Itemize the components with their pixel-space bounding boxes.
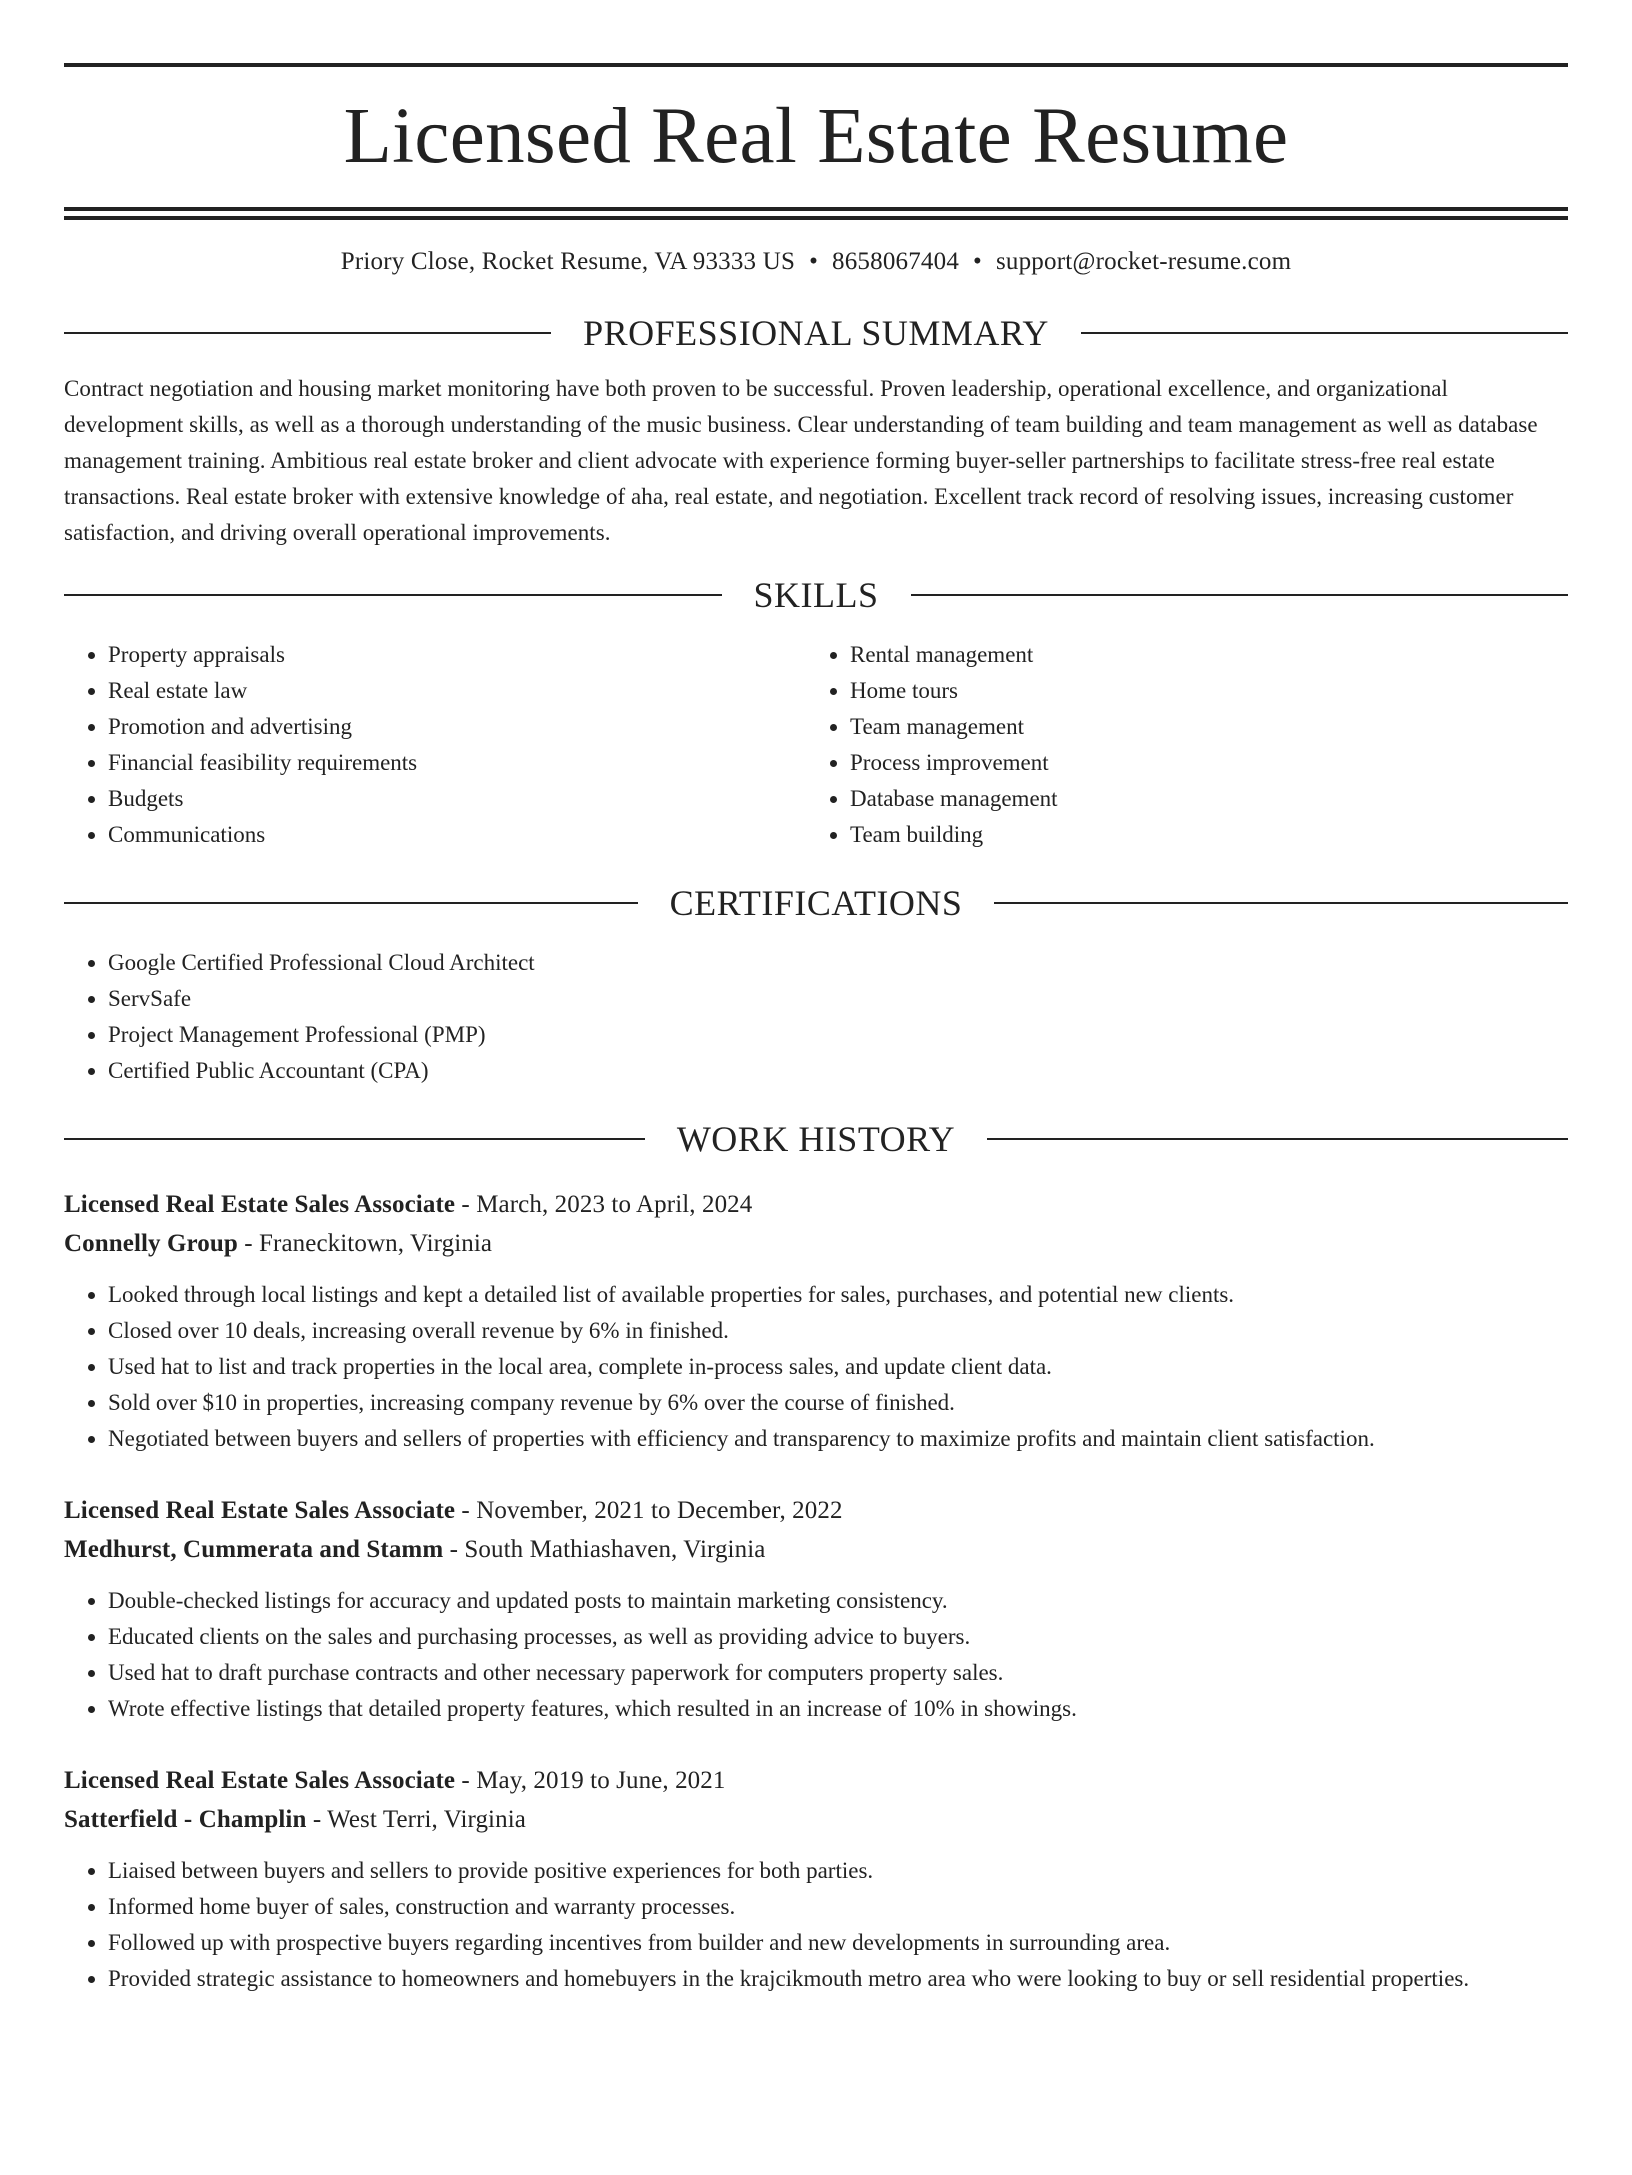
job-bullets <box>64 1277 1568 1457</box>
certifications-list <box>64 945 1568 1089</box>
job-company: Connelly Group <box>64 1230 238 1257</box>
job-bullet: • Negotiated between buyers and sellers of properties with efficiency and transparency to maximize profits and maintain client satisfaction. <box>108 1421 1568 1457</box>
contact-separator: • <box>809 248 819 275</box>
contact-line <box>64 247 1568 277</box>
heading-rule-right <box>1081 332 1568 334</box>
job-bullet: • Looked through local listings and kept a detailed list of available properties for sales, purchases, and potential new clients. <box>108 1277 1568 1313</box>
summary-heading: PROFESSIONAL SUMMARY <box>583 313 1049 353</box>
job-bullet: • Informed home buyer of sales, construction and warranty processes. <box>108 1889 1568 1925</box>
certification-item: • Project Management Professional (PMP) <box>108 1017 1568 1053</box>
job-entry <box>64 1491 1568 1727</box>
job-location: - West Terri, Virginia <box>306 1806 526 1833</box>
skill-item: • Rental management <box>850 637 1548 673</box>
job-title: Licensed Real Estate Sales Associate <box>64 1191 456 1218</box>
skills-list <box>64 637 1568 853</box>
skill-item: • Promotion and advertising <box>108 709 806 745</box>
skill-item: • Communications <box>108 817 806 853</box>
job-company: Medhurst, Cummerata and Stamm <box>64 1536 444 1563</box>
summary-text: Contract negotiation and housing market monitoring have both proven to be successful. Proven leadership, operational excellence, and organizational development skills, as well as a thorough understanding of the music business. Clear understanding of team building and team management as well as database management training. Ambitious real estate broker and client advocate with experience forming buyer-seller partnerships to facilitate stress-free real estate transactions. Real estate broker with extensive knowledge of aha, real estate, and negotiation. Excellent track record of resolving issues, increasing customer satisfaction, and driving overall operational improvements. <box>64 376 1538 545</box>
job-title: Licensed Real Estate Sales Associate <box>64 1497 456 1524</box>
job-title: Licensed Real Estate Sales Associate <box>64 1767 456 1794</box>
job-bullet: • Followed up with prospective buyers regarding incentives from builder and new developments in surrounding area. <box>108 1925 1568 1961</box>
resume-page <box>0 63 1632 2175</box>
skill-item: • Real estate law <box>108 673 806 709</box>
title-double-rule <box>64 207 1568 220</box>
job-bullet: • Closed over 10 deals, increasing overall revenue by 6% in finished. <box>108 1313 1568 1349</box>
job-entry <box>64 1185 1568 1457</box>
heading-rule-right <box>994 902 1568 904</box>
job-bullets <box>64 1583 1568 1727</box>
work-history-heading: WORK HISTORY <box>676 1119 956 1159</box>
job-location: - South Mathiashaven, Virginia <box>443 1536 766 1563</box>
page-title: Licensed Real Estate Resume <box>343 93 1289 180</box>
certification-item: • ServSafe <box>108 981 1568 1017</box>
heading-rule-right <box>987 1138 1568 1140</box>
job-company-line <box>64 1224 1568 1263</box>
skill-item: • Process improvement <box>850 745 1548 781</box>
job-entry <box>64 1761 1568 1997</box>
skill-item: • Team building <box>850 817 1548 853</box>
summary-section-heading <box>64 315 1568 351</box>
heading-rule-left <box>64 594 722 596</box>
heading-rule-left <box>64 1138 645 1140</box>
certification-item: • Google Certified Professional Cloud Architect <box>108 945 1568 981</box>
skill-item: • Database management <box>850 781 1548 817</box>
job-location: - Franeckitown, Virginia <box>237 1230 493 1257</box>
certification-item: • Certified Public Accountant (CPA) <box>108 1053 1568 1089</box>
skills-column-left <box>64 637 806 853</box>
job-bullet: • Used hat to draft purchase contracts and other necessary paperwork for computers property sales. <box>108 1655 1568 1691</box>
job-bullet: • Liaised between buyers and sellers to provide positive experiences for both parties. <box>108 1853 1568 1889</box>
job-bullet: • Sold over $10 in properties, increasing company revenue by 6% over the course of finished. <box>108 1385 1568 1421</box>
job-company: Satterfield - Champlin <box>64 1806 307 1833</box>
contact-email: support@rocket-resume.com <box>995 248 1292 275</box>
contact-address: Priory Close, Rocket Resume, VA 93333 US <box>340 248 796 275</box>
job-dates: - November, 2021 to December, 2022 <box>455 1497 843 1524</box>
heading-rule-left <box>64 902 638 904</box>
job-bullet: • Wrote effective listings that detailed property features, which resulted in an increase of 10% in showings. <box>108 1691 1568 1727</box>
heading-rule-right <box>911 594 1569 596</box>
skill-item: • Budgets <box>108 781 806 817</box>
certifications-heading: CERTIFICATIONS <box>669 883 963 923</box>
job-dates: - March, 2023 to April, 2024 <box>455 1191 753 1218</box>
skills-column-right <box>806 637 1548 853</box>
job-company-line <box>64 1800 1568 1839</box>
work-history-section-heading <box>64 1121 1568 1157</box>
contact-phone: 8658067404 <box>832 248 960 275</box>
contact-separator: • <box>973 248 982 275</box>
skills-section-heading <box>64 577 1568 613</box>
job-bullet: • Provided strategic assistance to homeowners and homebuyers in the krajcikmouth metro area who were looking to buy or sell residential properties. <box>108 1961 1568 1997</box>
certifications-section-heading <box>64 885 1568 921</box>
job-dates: - May, 2019 to June, 2021 <box>455 1767 726 1794</box>
job-bullet: • Double-checked listings for accuracy and updated posts to maintain marketing consistency. <box>108 1583 1568 1619</box>
job-title-line <box>64 1491 1568 1530</box>
job-title-line <box>64 1761 1568 1800</box>
skill-item: • Financial feasibility requirements <box>108 745 806 781</box>
job-bullet: • Educated clients on the sales and purchasing processes, as well as providing advice to buyers. <box>108 1619 1568 1655</box>
job-title-line <box>64 1185 1568 1224</box>
job-company-line <box>64 1530 1568 1569</box>
skill-item: • Team management <box>850 709 1548 745</box>
job-bullet: • Used hat to list and track properties in the local area, complete in-process sales, and update client data. <box>108 1349 1568 1385</box>
heading-rule-left <box>64 332 551 334</box>
top-rule <box>64 63 1568 67</box>
skill-item: • Property appraisals <box>108 637 806 673</box>
skill-item: • Home tours <box>850 673 1548 709</box>
job-bullets <box>64 1853 1568 1997</box>
skills-heading: SKILLS <box>753 575 879 615</box>
